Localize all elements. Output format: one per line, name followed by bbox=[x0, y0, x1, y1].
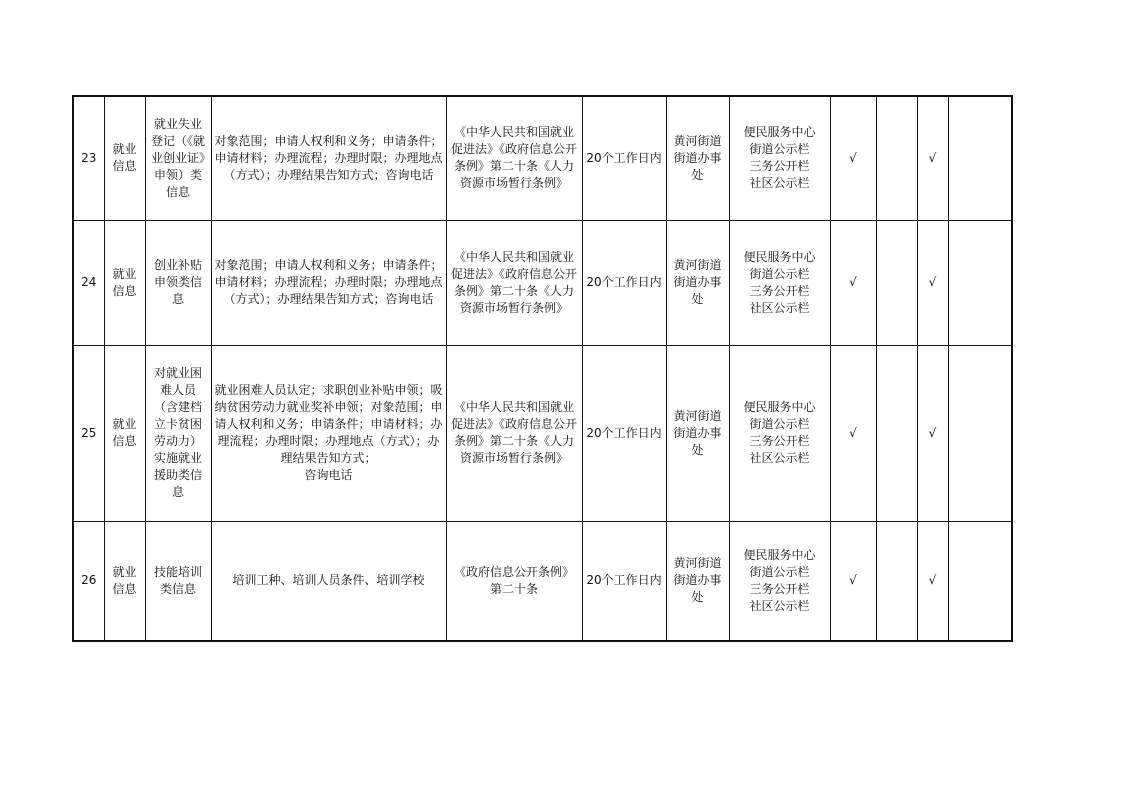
content-text: 咨询电话 bbox=[304, 468, 353, 482]
remark-cell bbox=[948, 521, 1012, 641]
channel-item: 便民服务中心 bbox=[743, 400, 816, 414]
item-cell: 就业失业登记（《就业创业证》申领）类信息 bbox=[145, 96, 211, 220]
subject-cell: 黄河街道街道办事处 bbox=[666, 521, 729, 641]
subject-cell: 黄河街道街道办事处 bbox=[666, 220, 729, 345]
check-mark: √ bbox=[917, 521, 948, 641]
channel-item: 便民服务中心 bbox=[743, 547, 816, 562]
remark-cell bbox=[948, 345, 1012, 521]
channel-item: 三务公开栏 bbox=[749, 283, 810, 298]
empty-cell bbox=[876, 96, 917, 220]
subject-cell: 黄河街道街道办事处 bbox=[666, 96, 729, 220]
content-text: 对象范围；申请人权利和义务；申请条件；申请材料；办理流程；办理时限；办理地点（方式）；办理结果告知方式；咨询电话 bbox=[214, 133, 443, 182]
channel-item: 街道公示栏 bbox=[749, 266, 810, 281]
table-row bbox=[73, 521, 1012, 641]
row-number: 23 bbox=[73, 96, 104, 220]
remark-cell bbox=[948, 220, 1012, 345]
basis-cell: 《中华人民共和国就业促进法》《政府信息公开条例》第二十条《人力资源市场暂行条例》 bbox=[446, 345, 582, 521]
content-text: 就业困难人员认定；求职创业补贴申领；吸纳贫困劳动力就业奖补申领；对象范围；申请人权利和义务；申请条件；申请材料；办理流程；办理时限；办理地点（方式）；办理结果告知方式； bbox=[214, 383, 443, 465]
channel-item: 社区公示栏 bbox=[749, 176, 810, 191]
content-cell bbox=[211, 96, 446, 220]
channel-item: 便民服务中心 bbox=[743, 249, 816, 264]
row-number: 25 bbox=[73, 345, 104, 521]
content-cell bbox=[211, 521, 446, 641]
row-number: 24 bbox=[73, 220, 104, 345]
disclosure-table bbox=[72, 95, 1013, 642]
check-mark: √ bbox=[917, 220, 948, 345]
category-cell: 就业信息 bbox=[104, 220, 145, 345]
basis-cell: 《中华人民共和国就业促进法》《政府信息公开条例》第二十条《人力资源市场暂行条例》 bbox=[446, 96, 582, 220]
subject-cell: 黄河街道街道办事处 bbox=[666, 345, 729, 521]
check-mark: √ bbox=[830, 521, 876, 641]
channel-item: 街道公示栏 bbox=[749, 142, 810, 157]
channel-item: 三务公开栏 bbox=[749, 581, 810, 596]
item-cell: 创业补贴申领类信息 bbox=[145, 220, 211, 345]
category-cell: 就业信息 bbox=[104, 345, 145, 521]
content-text: 对象范围；申请人权利和义务；申请条件；申请材料；办理流程；办理时限；办理地点（方式）；办理结果告知方式；咨询电话 bbox=[214, 258, 443, 306]
content-text: 培训工种、培训人员条件、培训学校 bbox=[232, 573, 425, 588]
channels-cell bbox=[729, 521, 830, 641]
channel-item: 社区公示栏 bbox=[749, 451, 810, 465]
time-limit-cell: 20个工作日内 bbox=[582, 220, 666, 345]
channel-item: 三务公开栏 bbox=[749, 159, 810, 174]
channel-item: 便民服务中心 bbox=[743, 125, 816, 140]
empty-cell bbox=[876, 220, 917, 345]
table-row bbox=[73, 345, 1012, 521]
channel-item: 社区公示栏 bbox=[749, 300, 810, 315]
table-row bbox=[73, 220, 1012, 345]
item-cell: 对就业困难人员（含建档立卡贫困劳动力）实施就业援助类信息 bbox=[145, 345, 211, 521]
content-cell bbox=[211, 220, 446, 345]
row-number: 26 bbox=[73, 521, 104, 641]
time-limit-cell: 20个工作日内 bbox=[582, 96, 666, 220]
channels-cell bbox=[729, 96, 830, 220]
empty-cell bbox=[876, 345, 917, 521]
channel-item: 三务公开栏 bbox=[749, 434, 810, 448]
basis-cell: 《政府信息公开条例》第二十条 bbox=[446, 521, 582, 641]
empty-cell bbox=[876, 521, 917, 641]
table-row bbox=[73, 96, 1012, 220]
channel-item: 街道公示栏 bbox=[749, 564, 810, 579]
check-mark: √ bbox=[830, 345, 876, 521]
time-limit-cell: 20个工作日内 bbox=[582, 521, 666, 641]
item-cell: 技能培训类信息 bbox=[145, 521, 211, 641]
check-mark: √ bbox=[917, 345, 948, 521]
content-cell bbox=[211, 345, 446, 521]
check-mark: √ bbox=[830, 220, 876, 345]
time-limit-cell: 20个工作日内 bbox=[582, 345, 666, 521]
channels-cell bbox=[729, 345, 830, 521]
category-cell: 就业信息 bbox=[104, 96, 145, 220]
channels-cell bbox=[729, 220, 830, 345]
basis-cell: 《中华人民共和国就业促进法》《政府信息公开条例》第二十条《人力资源市场暂行条例》 bbox=[446, 220, 582, 345]
channel-item: 社区公示栏 bbox=[749, 598, 810, 613]
check-mark: √ bbox=[830, 96, 876, 220]
remark-cell bbox=[948, 96, 1012, 220]
check-mark: √ bbox=[917, 96, 948, 220]
category-cell: 就业信息 bbox=[104, 521, 145, 641]
channel-item: 街道公示栏 bbox=[749, 417, 810, 431]
